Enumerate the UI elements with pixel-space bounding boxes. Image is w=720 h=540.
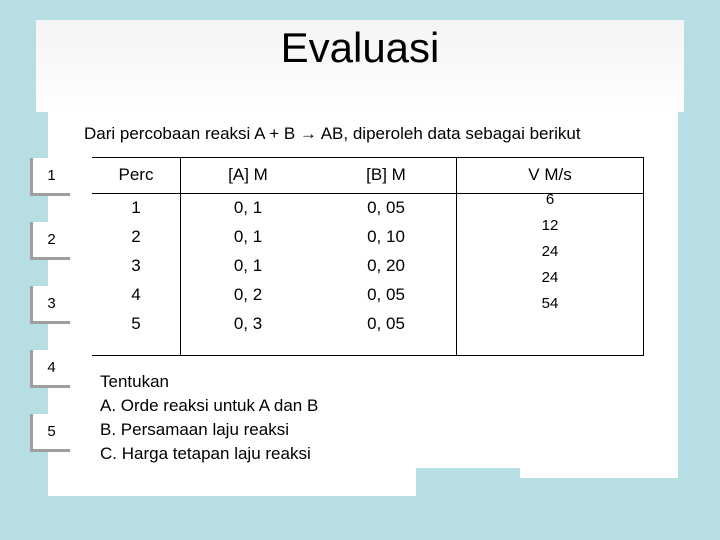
cell-rate: 24 — [541, 269, 559, 286]
cell-b-conc: 0, 05 — [367, 314, 405, 333]
cell-rate: 24 — [541, 243, 559, 260]
cell-a-conc: 0, 1 — [233, 256, 263, 275]
table-divider-2 — [456, 157, 457, 356]
cell-b-conc: 0, 10 — [367, 227, 405, 246]
table-divider-1 — [180, 157, 181, 356]
task-item-b: B. Persamaan laju reaksi — [100, 420, 289, 439]
cell-b-conc: 0, 05 — [367, 198, 405, 217]
cell-a-conc: 0, 1 — [233, 227, 263, 246]
side-number-box-2: 2 — [30, 222, 70, 260]
header-rate: V M/s — [528, 165, 572, 184]
header-perc: Perc — [118, 165, 154, 184]
cell-b-conc: 0, 05 — [367, 285, 405, 304]
table-bottom-border — [92, 355, 644, 356]
cell-a-conc: 0, 3 — [233, 314, 263, 333]
task-heading: Tentukan — [100, 372, 169, 391]
cell-perc: 5 — [131, 314, 141, 333]
task-item-c: C. Harga tetapan laju reaksi — [100, 444, 311, 463]
column-perc — [92, 193, 180, 338]
cell-rate: 6 — [545, 191, 555, 208]
column-b-conc — [332, 193, 440, 338]
cell-perc: 1 — [131, 198, 141, 217]
table-top-border — [92, 157, 644, 158]
header-b-conc: [B] M — [366, 165, 406, 184]
column-rate — [492, 187, 608, 317]
cell-rate: 12 — [541, 217, 559, 234]
side-number-box-1: 1 — [30, 158, 70, 196]
cell-perc: 4 — [131, 285, 141, 304]
content-panel-strip — [520, 464, 678, 478]
cell-a-conc: 0, 2 — [233, 285, 263, 304]
cell-a-conc: 0, 1 — [233, 198, 263, 217]
cell-perc: 2 — [131, 227, 141, 246]
side-number-box-5: 5 — [30, 414, 70, 452]
intro-text: Dari percobaan reaksi A + B → AB, diperoleh data sebagai berikut — [84, 124, 581, 143]
task-block — [100, 370, 318, 466]
side-number-box-3: 3 — [30, 286, 70, 324]
header-a-conc: [A] M — [228, 165, 268, 184]
table-right-border — [643, 157, 644, 356]
slide-title: Evaluasi — [280, 24, 440, 71]
cell-b-conc: 0, 20 — [367, 256, 405, 275]
data-table — [92, 157, 644, 356]
side-number-box-4: 4 — [30, 350, 70, 388]
task-item-a: A. Orde reaksi untuk A dan B — [100, 396, 319, 415]
column-a-conc — [188, 193, 308, 338]
cell-perc: 3 — [131, 256, 141, 275]
cell-rate: 54 — [541, 295, 559, 312]
